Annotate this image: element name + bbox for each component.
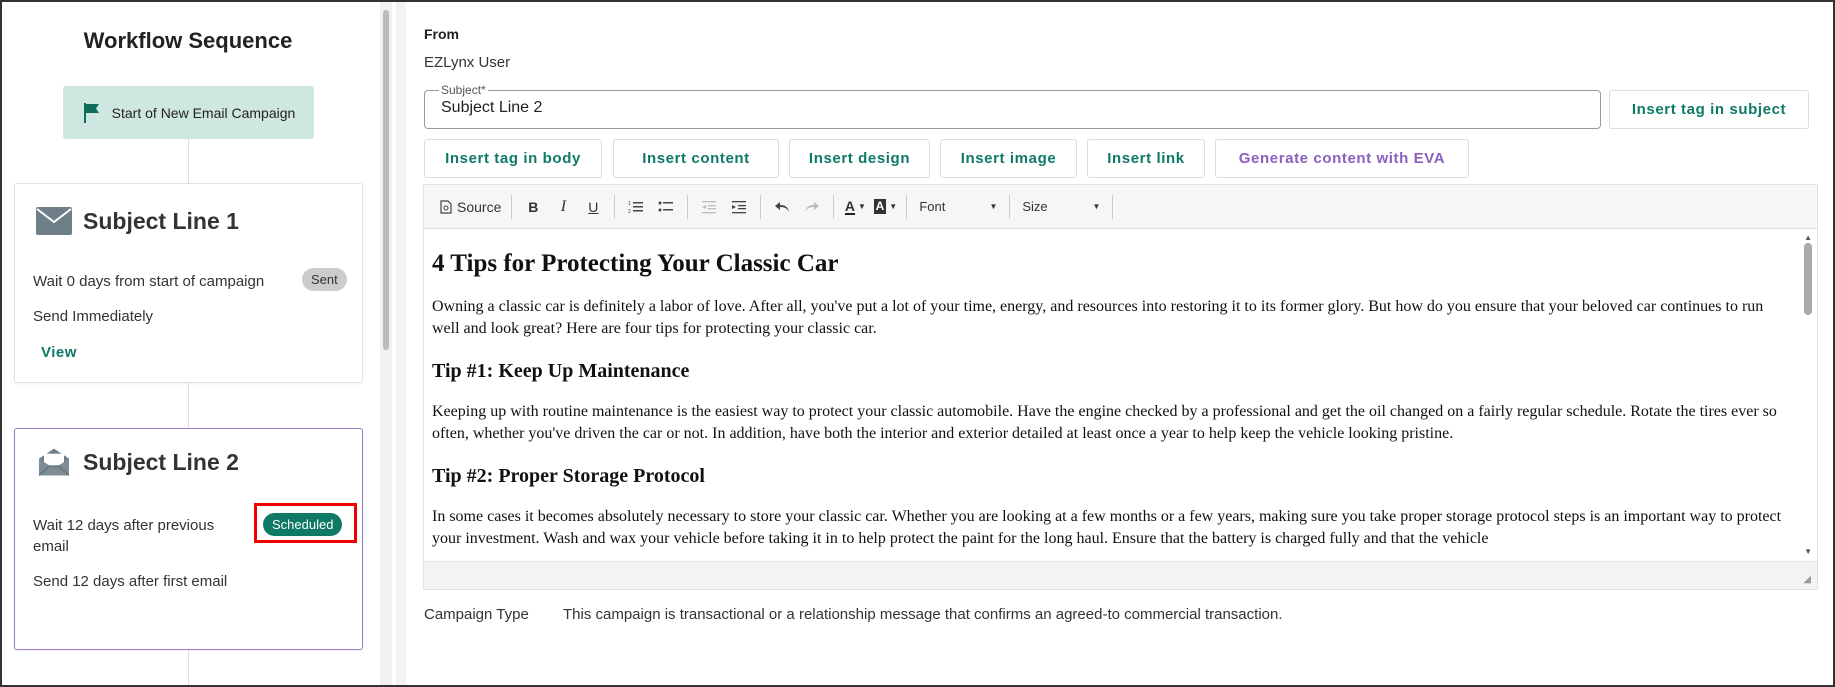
- tip1-body: Keeping up with routine maintenance is the easiest way to protect your classic automobile. Have the engine checked by a professional and get the oil changed on a fairly regular schedule. Rotate the tires ever so often, whether you've driven the car or not. In addition, have both the interior and exterior detailed at least once a year to help keep the vehicle looking pristine.: [432, 403, 1777, 442]
- font-dropdown-label: Font: [919, 199, 946, 214]
- resize-handle-icon[interactable]: ◢: [1803, 574, 1811, 585]
- svg-text:2: 2: [628, 208, 632, 214]
- underline-icon[interactable]: U: [588, 198, 599, 215]
- subject-input[interactable]: [441, 99, 1581, 117]
- toolbar-separator: [511, 195, 512, 219]
- insert-link-button[interactable]: Insert link: [1087, 139, 1205, 178]
- wait-text-line2: email: [33, 538, 69, 555]
- source-button[interactable]: [436, 193, 505, 221]
- status-badge-scheduled: Scheduled: [263, 513, 342, 536]
- toolbar-separator: [1112, 195, 1113, 219]
- generate-eva-button[interactable]: Generate content with EVA: [1215, 139, 1469, 178]
- connector-line: [188, 383, 189, 428]
- insert-image-button[interactable]: Insert image: [940, 139, 1077, 178]
- font-dropdown[interactable]: [913, 193, 1003, 221]
- toolbar-separator: [760, 195, 761, 219]
- toolbar-separator: [687, 195, 688, 219]
- scroll-down-icon[interactable]: ▼: [1804, 547, 1812, 556]
- card-title: Subject Line 1: [83, 207, 239, 234]
- from-label: From: [424, 26, 459, 42]
- insert-tag-subject-button[interactable]: Insert tag in subject: [1609, 90, 1809, 129]
- bold-icon[interactable]: B: [528, 198, 539, 215]
- editor-content[interactable]: [424, 230, 1799, 560]
- campaign-type-value: This campaign is transactional or a relationship message that confirms an agreed-to commercial transaction.: [563, 606, 1283, 623]
- rich-text-editor: [423, 184, 1818, 590]
- envelope-closed-icon: [35, 206, 73, 236]
- view-link[interactable]: View: [41, 344, 77, 361]
- numbered-list-icon[interactable]: [621, 193, 651, 221]
- email-editor-panel: [406, 2, 1835, 687]
- envelope-open-icon: [35, 447, 73, 477]
- campaign-type-label: Campaign Type: [424, 606, 529, 623]
- redo-icon[interactable]: [797, 193, 827, 221]
- insert-content-button[interactable]: Insert content: [613, 139, 779, 178]
- bulleted-list-icon[interactable]: [651, 193, 681, 221]
- status-badge-sent: Sent: [302, 268, 347, 291]
- panel-divider: [396, 2, 406, 687]
- chevron-down-icon: ▼: [1092, 202, 1101, 211]
- card-header: [35, 447, 239, 477]
- start-campaign-node: [63, 86, 314, 139]
- size-dropdown-label: Size: [1022, 199, 1048, 214]
- toolbar-separator: [833, 195, 834, 219]
- sidebar-scrollbar-thumb[interactable]: [383, 10, 389, 350]
- sequence-card-1[interactable]: [14, 183, 363, 383]
- from-value: EZLynx User: [424, 54, 511, 71]
- editor-footer: [424, 561, 1817, 589]
- connector-line: [188, 650, 189, 687]
- subject-field[interactable]: [424, 83, 1601, 129]
- editor-toolbar: [424, 185, 1817, 229]
- content-intro: Owning a classic car is definitely a labor of love. After all, you've put a lot of your time, energy, and resources into restoring it to its former glory. But how do you ensure that your beloved car continues to run well and look great? Here are four tips for protecting your classic car.: [432, 298, 1764, 337]
- indent-icon[interactable]: [724, 193, 754, 221]
- send-text: Send Immediately: [33, 308, 154, 325]
- start-campaign-label: Start of New Email Campaign: [111, 104, 296, 121]
- undo-icon[interactable]: [767, 193, 797, 221]
- toolbar-separator: [1009, 195, 1010, 219]
- scroll-up-icon[interactable]: ▲: [1804, 233, 1812, 242]
- source-icon: [440, 200, 452, 214]
- sequence-card-2[interactable]: [14, 428, 363, 650]
- size-dropdown[interactable]: [1016, 193, 1106, 221]
- flag-icon: [82, 102, 102, 124]
- insert-design-button[interactable]: Insert design: [789, 139, 930, 178]
- svg-text:1: 1: [628, 200, 632, 207]
- content-heading: 4 Tips for Protecting Your Classic Car: [432, 250, 839, 277]
- tip2-title: Tip #2: Proper Storage Protocol: [432, 465, 705, 487]
- italic-icon[interactable]: I: [560, 197, 567, 215]
- chevron-down-icon: ▼: [989, 202, 998, 211]
- sidebar-title: Workflow Sequence: [83, 28, 293, 53]
- text-color-icon[interactable]: A ▼: [844, 197, 866, 214]
- tip2-body: In some cases it becomes absolutely necessary to store your classic car. Whether you are looking at a few months or a few years, making sure you take proper storage protocol steps is an important way to protect your investment. Wash and wax your vehicle before taking it in to help protect the paint for the long haul. Ensure that the battery is charged fully and that the vehicle: [432, 508, 1782, 547]
- editor-scrollbar-thumb[interactable]: [1804, 243, 1812, 315]
- subject-label: Subject*: [441, 83, 486, 97]
- wait-text: Wait 0 days from start of campaign: [33, 273, 265, 290]
- source-label: Source: [457, 198, 502, 215]
- card-title: Subject Line 2: [83, 448, 239, 475]
- insert-tag-body-button[interactable]: Insert tag in body: [424, 139, 602, 178]
- outdent-icon[interactable]: [694, 193, 724, 221]
- connector-line: [188, 139, 189, 183]
- tip1-title: Tip #1: Keep Up Maintenance: [432, 360, 690, 382]
- toolbar-separator: [906, 195, 907, 219]
- send-text: Send 12 days after first email: [33, 573, 228, 590]
- workflow-sidebar: [2, 2, 384, 687]
- card-header: [35, 206, 239, 236]
- toolbar-separator: [614, 195, 615, 219]
- wait-text-line1: Wait 12 days after previous: [33, 517, 215, 534]
- background-color-icon[interactable]: A ▼: [875, 199, 898, 213]
